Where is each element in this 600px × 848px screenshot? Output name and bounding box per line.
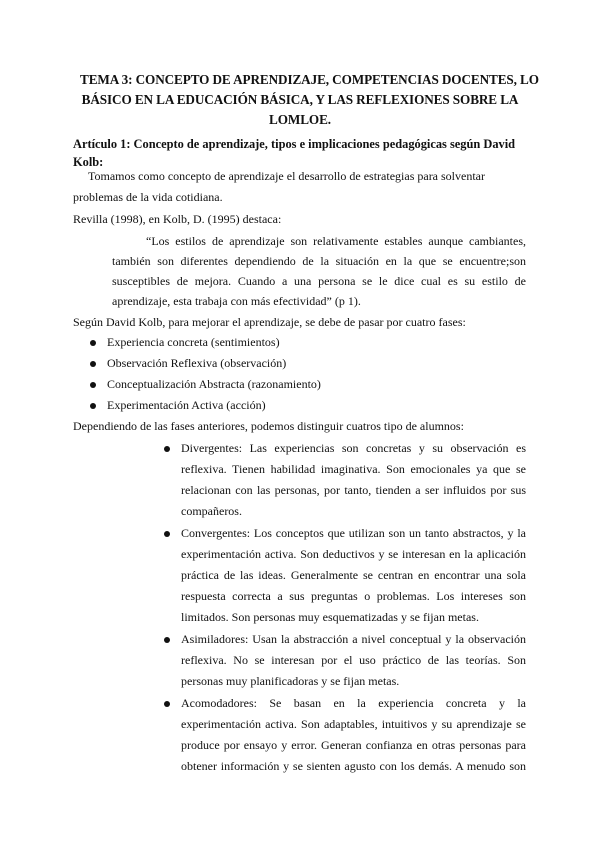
article-heading	[73, 135, 533, 171]
list-item-line: respuesta correcta a sus preguntas o problemas. Los intereses son	[181, 589, 526, 603]
list-item-line: experimentación activa. Son deductivos y se interesan en la aplicación	[181, 547, 526, 561]
bullet-icon	[164, 531, 170, 537]
list-item-line: produce por ensayo y error. Generan confianza en otras personas para	[181, 738, 526, 752]
list-item-line: práctica de las ideas. Generalmente se centran en encontrar una sola	[181, 568, 526, 582]
quote-line: “Los estilos de aprendizaje son relativamente estables aunque cambiantes,	[146, 234, 526, 248]
article-heading-line-1: Artículo 1: Concepto de aprendizaje, tipos e implicaciones pedagógicas según David	[73, 137, 516, 151]
list-item-line: obtener información y se sienten agusto con los demás. A menudo son	[181, 759, 526, 773]
bullet-icon	[164, 701, 170, 707]
list-item-line: Convergentes: Los conceptos que utilizan son un tanto abstractos, y la	[181, 526, 526, 540]
list-item-line: personas muy planificadoras y se fijan metas.	[181, 674, 400, 688]
phases-intro: Según David Kolb, para mejorar el aprendizaje, se debe de pasar por cuatro fases:	[73, 315, 466, 329]
types-intro: Dependiendo de las fases anteriores, podemos distinguir cuatros tipo de alumnos:	[73, 419, 464, 433]
list-item-line: Asimiladores: Usan la abstracción a nivel conceptual y la observación	[181, 632, 526, 646]
list-item-line: reflexiva. Tienen habilidad imaginativa. Son emocionales ya que se	[181, 462, 526, 476]
title-line-2: BÁSICO EN LA EDUCACIÓN BÁSICA, Y LAS REFLEXIONES SOBRE LA	[81, 92, 519, 107]
bullet-icon	[164, 446, 170, 452]
quote-line: aprendizaje, esta trabaja con más efectividad” (p 1).	[112, 294, 361, 308]
title-line-1: TEMA 3: CONCEPTO DE APRENDIZAJE, COMPETENCIAS DOCENTES, LO	[80, 72, 539, 87]
list-item-line: Divergentes: Las experiencias son concretas y su observación es	[181, 441, 526, 455]
bullet-icon	[90, 382, 96, 388]
title-line-3: LOMLOE.	[269, 112, 331, 127]
page-title	[80, 70, 539, 130]
list-item: Experiencia concreta (sentimientos)	[107, 335, 280, 349]
list-item-line: experimentación activa. Son adaptables, intuitivos y su aprendizaje se	[181, 717, 526, 731]
bullet-icon	[164, 637, 170, 643]
list-item-line: reflexiva. No se interesan por el uso práctico de las teorías. Son	[181, 653, 526, 667]
list-item: Observación Reflexiva (observación)	[107, 356, 287, 370]
bullet-icon	[90, 361, 96, 367]
list-item: Experimentación Activa (acción)	[107, 398, 266, 412]
bullet-icon	[90, 340, 96, 346]
list-item: Conceptualización Abstracta (razonamiento)	[107, 377, 321, 391]
intro-line-1: Tomamos como concepto de aprendizaje el desarrollo de estrategias para solventar	[88, 169, 485, 183]
list-item-line: limitados. Son personas muy esquematizadas y se fijan metas.	[181, 610, 479, 624]
list-item-line: Acomodadores: Se basan en la experiencia concreta y la	[181, 696, 526, 710]
article-heading-line-2: Kolb:	[73, 155, 104, 169]
list-item-line: compañeros.	[181, 504, 242, 518]
citation: Revilla (1998), en Kolb, D. (1995) destaca:	[73, 212, 282, 226]
intro-line-2: problemas de la vida cotidiana.	[73, 190, 223, 204]
quote-line: susceptibles de mejora. Cuando a una persona se le dice cual es su estilo de	[112, 274, 526, 288]
bullet-icon	[90, 403, 96, 409]
list-item-line: relacionan con las personas, por tanto, tienden a ser influidos por sus	[181, 483, 526, 497]
quote-line: también son diferentes dependiendo de la situación en la que se encuentre;son	[112, 254, 526, 268]
